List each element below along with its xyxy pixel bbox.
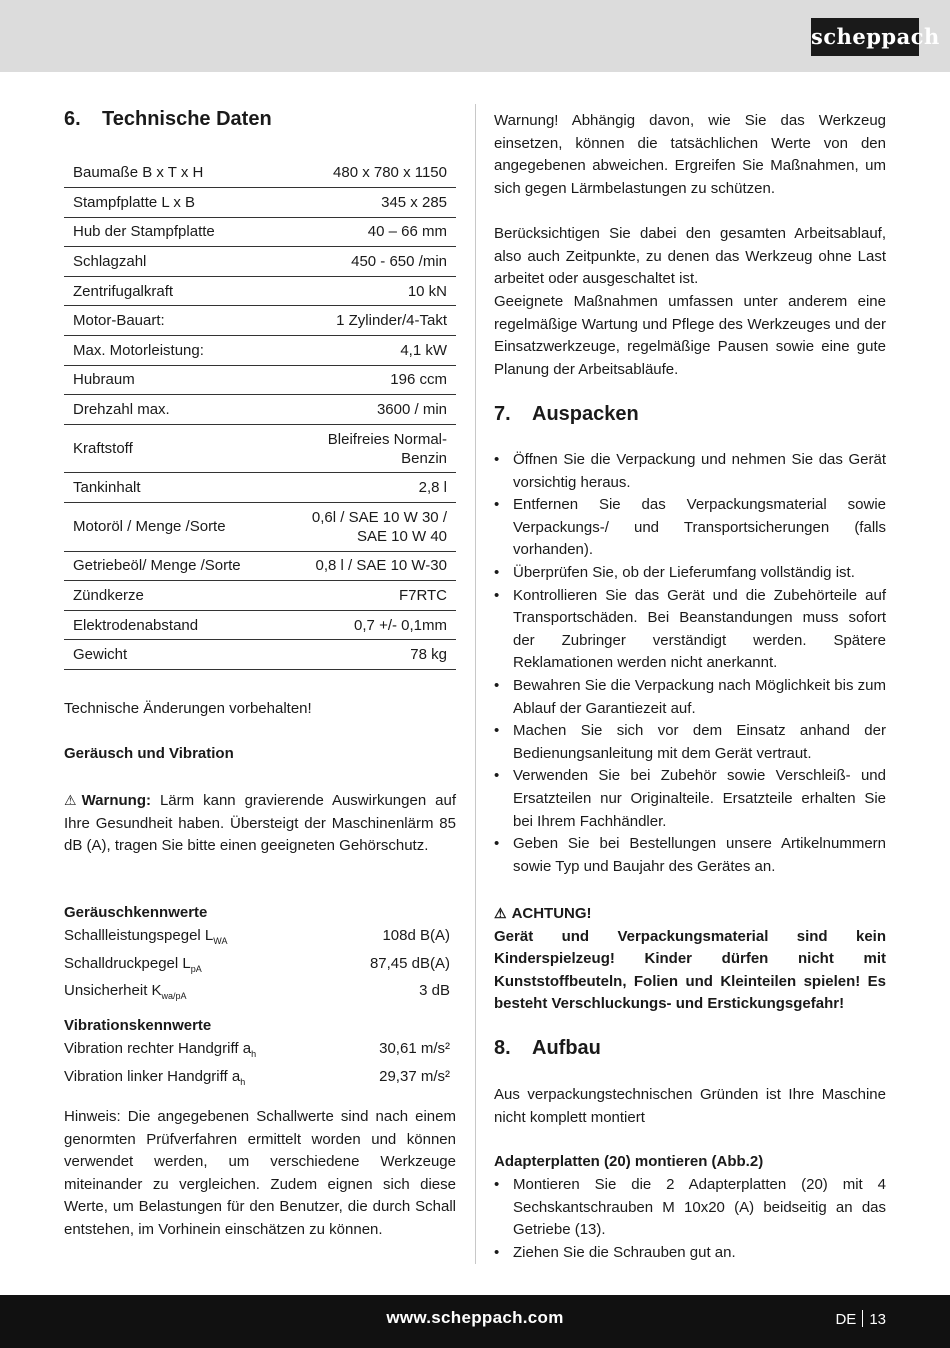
spec-label: Motor-Bauart: [64, 306, 279, 336]
noise-value-row: Unsicherheit $K_{wa/pA}$ 3 dB [64, 982, 450, 1002]
warning-paragraph-1: Warnung! Abhängig davon, wie Sie das Werkzeug einsetzen, können die tatsächlichen Werte von den angegebenen abweichen. Ergreifen Sie Maßnahmen, um sich gegen Lärmbelastungen zu schützen. [494, 112, 886, 197]
technical-changes-note: Technische Änderungen vorbehalten! [64, 700, 312, 717]
vibration-value-row: Vibration rechter Handgriff $a_h$ 30,61 m/s² [64, 1040, 450, 1059]
section-8-heading: 8. Aufbau [494, 1037, 601, 1059]
attention-block: ⚠ ACHTUNG! Gerät und Verpackungsmaterial sind kein Kinderspielzeug! Kinder dürfen nicht mit Kunststoffbeuteln, Folien und Kleinteilen spielen! Es besteht Verschluckungs- und Erstickungsgefahr! [494, 902, 886, 1016]
spec-value: Bleifreies Normal- Benzin [279, 424, 456, 473]
list-item: • Machen Sie sich vor dem Einsatz anhand der Bedienungsanleitung mit dem Gerät vertraut. [494, 720, 886, 765]
vibration-values-heading: Vibrationskennwerte [64, 1017, 212, 1034]
spec-label: Kraftstoff [64, 424, 279, 473]
section-6-heading: 6. Technische Daten [64, 108, 272, 130]
spec-value: 345 x 285 [279, 188, 456, 218]
spec-value: F7RTC [279, 581, 456, 611]
section-7-heading: 7. Auspacken [494, 403, 639, 425]
technical-data-table [64, 158, 456, 670]
warning-triangle-icon: ⚠ [494, 905, 507, 921]
spec-label: Getriebeöl/ Menge /Sorte [64, 551, 279, 581]
page-indicator [835, 1310, 886, 1328]
spec-label: Zentrifugalkraft [64, 276, 279, 306]
noise-warning: ⚠ Warnung: Lärm kann gravierende Auswirkungen auf Ihre Gesundheit haben. Übersteigt der Maschinenlärm 85 dB (A), tragen Sie bitte einen geeigneten Gehörschutz. [64, 789, 456, 858]
vibration-values-list [64, 1038, 450, 1093]
spec-label: Schlagzahl [64, 247, 279, 277]
list-item: • Verwenden Sie bei Zubehör sowie Verschleiß- und Ersatzteilen nur Originalteile. Ersatzteile erhalten Sie bei Ihrem Fachhändler. [494, 765, 886, 833]
spec-row [64, 217, 456, 247]
page-number: 13 [869, 1311, 886, 1328]
assembly-list [494, 1174, 886, 1264]
spec-label: Gewicht [64, 640, 279, 670]
spec-label: Zündkerze [64, 581, 279, 611]
spec-row [64, 158, 456, 188]
brand-logo: scheppach [811, 18, 919, 56]
list-item: • Bewahren Sie die Verpackung nach Möglichkeit bis zum Ablauf der Garantiezeit auf. [494, 675, 886, 720]
spec-label: Hubraum [64, 365, 279, 395]
noise-value-row: Schallleistungspegel $L_{WA}$ 108d B(A) [64, 927, 450, 946]
spec-row [64, 336, 456, 366]
list-item: • Überprüfen Sie, ob der Lieferumfang vollständig ist. [494, 562, 886, 585]
warning-paragraph-2: Berücksichtigen Sie dabei den gesamten Arbeitsablauf, also auch Zeitpunkte, zu denen das Werkzeug ohne Last arbeitet oder ausgeschaltet ist. [494, 225, 886, 288]
spec-value: 0,7 +/- 0,1mm [279, 610, 456, 640]
spec-value: 480 x 780 x 1150 [279, 158, 456, 188]
noise-vibration-heading: Geräusch und Vibration [64, 745, 234, 762]
noise-value-row: Schalldruckpegel $L_{pA}$ 87,45 dB(A) [64, 954, 450, 974]
hint-paragraph: Hinweis: Die angegebenen Schallwerte sind nach einem genormten Prüfverfahren ermittelt worden und können verwendet werden, um verschiedene Werkzeuge miteinander zu vergleichen. Zudem eignen sich diese Werte, um Belastungen für den Benutzer, die durch Schall entstehen, im Vorhinein einschätzen zu können. [64, 1108, 456, 1238]
spec-row [64, 247, 456, 277]
spec-label: Baumaße B x T x H [64, 158, 279, 188]
column-divider [475, 104, 476, 1264]
spec-value: 0,8 l / SAE 10 W-30 [279, 551, 456, 581]
unpacking-list [494, 449, 886, 878]
spec-row [64, 581, 456, 611]
spec-row [64, 473, 456, 503]
footer-bar [0, 1295, 950, 1348]
vibration-value-row: Vibration linker Handgriff $a_h$ 29,37 m/s² [64, 1067, 450, 1087]
spec-value: 450 - 650 /min [279, 247, 456, 277]
assembly-intro: Aus verpackungstechnischen Gründen ist Ihre Maschine nicht komplett montiert [494, 1086, 886, 1126]
spec-value: 10 kN [279, 276, 456, 306]
spec-row [64, 276, 456, 306]
spec-row [64, 424, 456, 473]
header-bar [0, 0, 950, 72]
adapter-plates-heading: Adapterplatten (20) montieren (Abb.2) [494, 1153, 764, 1170]
list-item: • Geben Sie bei Bestellungen unsere Artikelnummern sowie Typ und Baujahr des Gerätes an. [494, 833, 886, 878]
spec-value: 1 Zylinder/4-Takt [279, 306, 456, 336]
list-item: • Kontrollieren Sie das Gerät und die Zubehörteile auf Transportschäden. Bei Beanstandungen muss sofort der Zubringer verständigt werden. Spätere Reklamationen werden nicht anerkannt. [494, 585, 886, 675]
spec-row [64, 395, 456, 425]
spec-value: 3600 / min [279, 395, 456, 425]
spec-row [64, 503, 456, 552]
spec-value: 196 ccm [279, 365, 456, 395]
list-item: • Montieren Sie die 2 Adapterplatten (20) mit 4 Sechskantschrauben M 10x20 (A) beidseitig an das Getriebe (13). [494, 1174, 886, 1242]
spec-label: Elektrodenabstand [64, 610, 279, 640]
list-item: • Entfernen Sie das Verpackungsmaterial sowie Verpackungs-/ und Transportsicherungen (falls vorhanden). [494, 494, 886, 562]
website-link[interactable]: www.scheppach.com [386, 1308, 564, 1327]
spec-label: Tankinhalt [64, 473, 279, 503]
spec-row [64, 551, 456, 581]
language-code: DE [835, 1311, 857, 1328]
spec-row [64, 610, 456, 640]
spec-label: Stampfplatte L x B [64, 188, 279, 218]
spec-value: 78 kg [279, 640, 456, 670]
noise-values-list [64, 925, 450, 1008]
list-item: • Öffnen Sie die Verpackung und nehmen Sie das Gerät vorsichtig heraus. [494, 449, 886, 494]
spec-row [64, 188, 456, 218]
spec-label: Max. Motorleistung: [64, 336, 279, 366]
spec-value: 2,8 l [279, 473, 456, 503]
spec-value: 4,1 kW [279, 336, 456, 366]
spec-value: 0,6l / SAE 10 W 30 / SAE 10 W 40 [279, 503, 456, 552]
spec-label: Hub der Stampfplatte [64, 217, 279, 247]
spec-row [64, 365, 456, 395]
noise-values-heading: Geräuschkennwerte [64, 904, 208, 921]
list-item: • Ziehen Sie die Schrauben gut an. [494, 1242, 886, 1265]
spec-row [64, 640, 456, 670]
spec-label: Motoröl / Menge /Sorte [64, 503, 279, 552]
spec-label: Drehzahl max. [64, 395, 279, 425]
spec-row [64, 306, 456, 336]
warning-paragraph-3: Geeignete Maßnahmen umfassen unter anderem eine regelmäßige Wartung und Pflege des Werkzeuges und der Einsatzwerkzeuge, regelmäßige Pausen sowie eine gute Planung der Arbeitsabläufe. [494, 293, 886, 378]
warning-triangle-icon: ⚠ [64, 792, 77, 808]
spec-value: 40 – 66 mm [279, 217, 456, 247]
